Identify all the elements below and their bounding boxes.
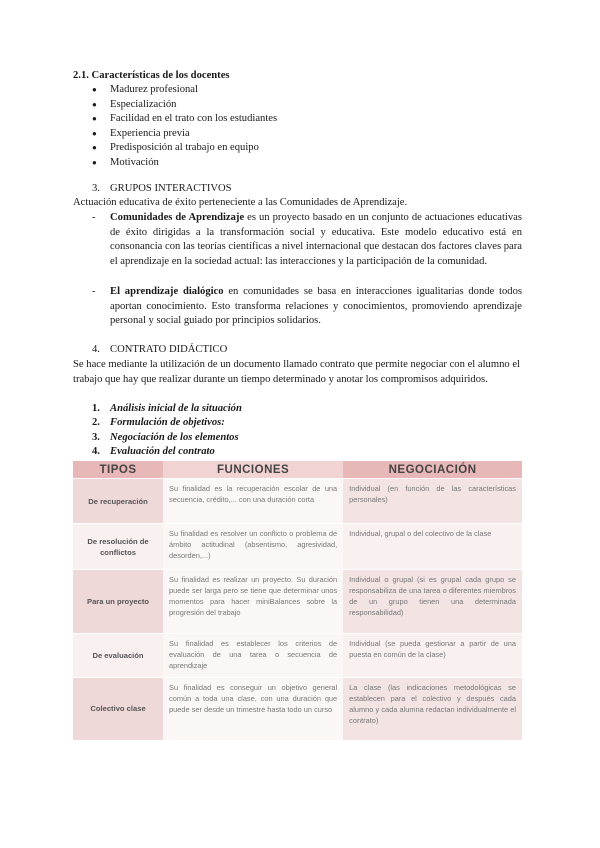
list-item: Motivación bbox=[110, 157, 159, 168]
list-item: Facilidad en el trato con los estudiantes bbox=[110, 113, 278, 124]
term: Comunidades de Aprendizaje bbox=[110, 212, 245, 223]
cell-funcion: Su finalidad es establecer los criterios de evaluación de una tarea o secuencia de aprendizaje bbox=[163, 634, 343, 678]
bullet-icon: ● bbox=[92, 114, 97, 123]
step-label: Evaluación del contrato bbox=[110, 446, 215, 457]
table-row bbox=[73, 479, 522, 524]
cell-funcion: Su finalidad es realizar un proyecto. Su duración puede ser larga pero se tiene que determinar unos momentos para hacer miniBalances sobre la progresión del trabajo bbox=[163, 570, 343, 634]
table-row bbox=[73, 678, 522, 740]
step-label: Análisis inicial de la situación bbox=[110, 403, 242, 414]
cell-tipo: Colectivo clase bbox=[73, 678, 163, 740]
cell-tipo: De resolución de conflictos bbox=[73, 524, 163, 570]
cell-negociacion: La clase (las indicaciones metodológicas se establecen para el colectivo y después cada alumno y cada alumna redactan individualmente el contrato) bbox=[343, 678, 522, 740]
list-item: Madurez profesional bbox=[110, 84, 198, 95]
bullet-icon: ● bbox=[92, 158, 97, 167]
section-number: 3. bbox=[92, 183, 100, 194]
section-title: GRUPOS INTERACTIVOS bbox=[110, 183, 232, 194]
dash-icon: - bbox=[92, 212, 96, 223]
definition: es un proyecto basado en un conjunto de actuaciones educativas de éxito dirigidas a la transformación social y educativa. Este modelo educativo está en consonancia con las teorías científicas a nivel internacional que destacan dos factores claves para el aprendizaje en la sociedad actual: las interacciones y la participación de la comunidad. bbox=[110, 212, 522, 267]
cell-funcion: Su finalidad es conseguir un objetivo general común a toda una clase, con una duración que puede ser desde un trimestre hasta todo un curso bbox=[163, 678, 343, 740]
cell-funcion: Su finalidad es resolver un conflicto o problema de ámbito actitudinal (absentismo, agresividad, desorden,...) bbox=[163, 524, 343, 570]
step-number: 2. bbox=[92, 417, 100, 428]
step-label: Formulación de objetivos: bbox=[110, 417, 225, 428]
list-item: Experiencia previa bbox=[110, 128, 190, 139]
cell-negociacion: Individual (en función de las características personales) bbox=[343, 479, 522, 524]
term: El aprendizaje dialógico bbox=[110, 286, 224, 297]
bullet-icon: ● bbox=[92, 129, 97, 138]
step-number: 4. bbox=[92, 446, 100, 457]
step-number: 3. bbox=[92, 432, 100, 443]
cell-negociacion: Individual, grupal o del colectivo de la clase bbox=[343, 524, 522, 570]
cell-tipo: Para un proyecto bbox=[73, 570, 163, 634]
contract-types-table bbox=[73, 461, 522, 740]
list-item: Especialización bbox=[110, 99, 177, 110]
table-row bbox=[73, 570, 522, 634]
cell-tipo: De recuperación bbox=[73, 479, 163, 524]
section-title: 2.1. Características de los docentes bbox=[73, 70, 230, 81]
step-label: Negociación de los elementos bbox=[110, 432, 239, 443]
section-number: 4. bbox=[92, 344, 100, 355]
section-intro: Se hace mediante la utilización de un documento llamado contrato que permite negociar con el alumno el trabajo que hay que realizar durante un tiempo determinado y anotar los compromisos adquiridos. bbox=[73, 359, 520, 385]
table-row bbox=[73, 524, 522, 570]
cell-funcion: Su finalidad es la recuperación escolar de una secuencia, crédito,... con una duración corta bbox=[163, 479, 343, 524]
definition: en comunidades se basa en interacciones igualitarias donde todos aportan conocimiento. Esto transforma relaciones y conocimientos, promoviendo aprendizaje personal y social guiado por principios solidarios. bbox=[110, 286, 522, 326]
list-item: Predisposición al trabajo en equipo bbox=[110, 142, 259, 153]
step-number: 1. bbox=[92, 403, 100, 414]
header-funciones: FUNCIONES bbox=[163, 461, 343, 479]
cell-negociacion: Individual (se pueda gestionar a partir de una puesta en común de la clase) bbox=[343, 634, 522, 678]
section-intro: Actuación educativa de éxito perteneciente a las Comunidades de Aprendizaje. bbox=[73, 197, 408, 208]
bullet-icon: ● bbox=[92, 85, 97, 94]
bullet-icon: ● bbox=[92, 100, 97, 109]
table-header-row bbox=[73, 461, 522, 479]
cell-tipo: De evaluación bbox=[73, 634, 163, 678]
table-row bbox=[73, 634, 522, 678]
header-tipos: TIPOS bbox=[73, 461, 163, 479]
dash-icon: - bbox=[92, 286, 96, 297]
section-title: CONTRATO DIDÁCTICO bbox=[110, 344, 228, 355]
paragraph-dialogico bbox=[110, 285, 522, 329]
paragraph-comunidades bbox=[110, 211, 522, 269]
cell-negociacion: Individual o grupal (si es grupal cada grupo se responsabiliza de una tarea o diferentes miembros de un grupo tienen una determinada responsabilidad) bbox=[343, 570, 522, 634]
header-negociacion: NEGOCIACIÓN bbox=[343, 461, 522, 479]
bullet-icon: ● bbox=[92, 143, 97, 152]
